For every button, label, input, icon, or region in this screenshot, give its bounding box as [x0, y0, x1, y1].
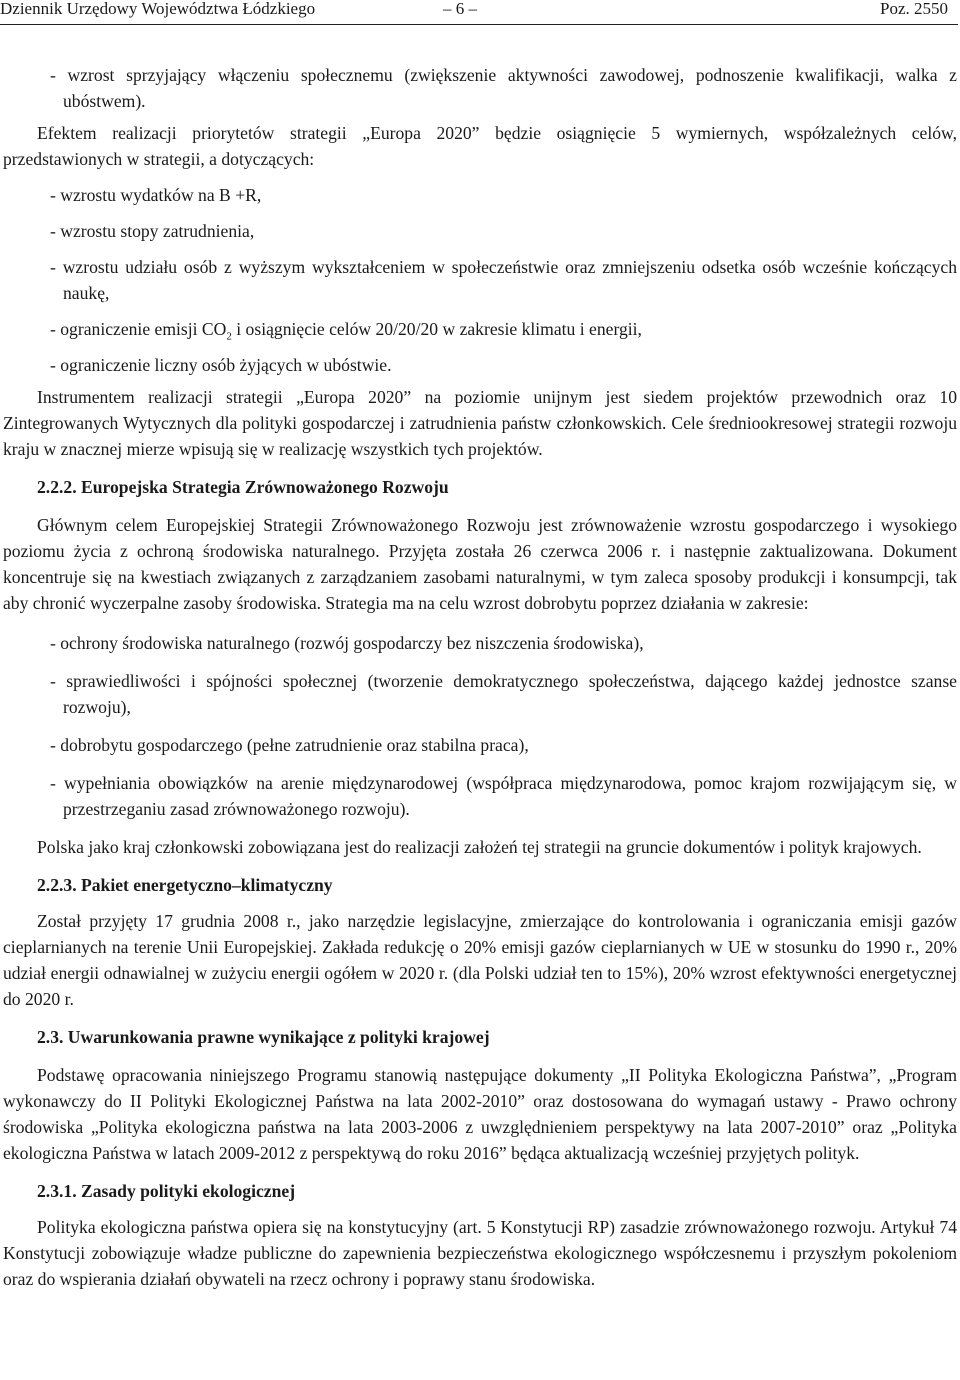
- section-heading: 2.3.1. Zasady polityki ekologicznej: [37, 1181, 296, 1201]
- list-item: - wzrost sprzyjający włączeniu społecznemu (zwiększenie aktywności zawodowej, podnoszenie kwalifikacji, walka z ubóstwem).: [50, 65, 957, 111]
- section-heading: 2.2.3. Pakiet energetyczno–klimatyczny: [37, 875, 333, 895]
- list-item: - dobrobytu gospodarczego (pełne zatrudnienie oraz stabilna praca),: [50, 735, 529, 755]
- list-item: - ochrony środowiska naturalnego (rozwój gospodarczy bez niszczenia środowiska),: [50, 633, 644, 653]
- paragraph: Podstawę opracowania niniejszego Programu stanowią następujące dokumenty „II Polityka Ekologiczna Państwa”, „Program wykonawczy do II Polityki Ekologicznej Państwa na lata 2002-2010” oraz dostosowana do wymagań ustawy - Prawo ochrony środowiska „Polityka ekologiczna państwa na lata 2003-2006 z uwzględnieniem perspektywy na lata 2007-2010” oraz „Polityka ekologiczna Państwa w latach 2009-2012 z perspektywą do roku 2016” będąca aktualizacją wcześniej przyjętych polityk.: [3, 1065, 957, 1163]
- header-rule: [0, 24, 958, 25]
- paragraph: Polska jako kraj członkowski zobowiązana jest do realizacji założeń tej strategii na gruncie dokumentów i polityk krajowych.: [37, 837, 922, 857]
- list-item: - wzrostu udziału osób z wyższym wykształceniem w społeczeństwie oraz zmniejszeniu odsetka osób wcześnie kończących naukę,: [50, 257, 957, 303]
- paragraph: Został przyjęty 17 grudnia 2008 r., jako narzędzie legislacyjne, zmierzające do kontrolowania i ograniczania emisji gazów cieplarnianych na terenie Unii Europejskiej. Zakłada redukcję o 20% emisji gazów cieplarnianych w UE w stosunku do 1990 r., 20% udział energii odnawialnej w zużyciu energii ogółem w 2020 r. (dla Polski udział ten to 15%), 20% wzrost efektywności energetycznej do 2020 r.: [3, 911, 957, 1009]
- section-heading: 2.2.2. Europejska Strategia Zrównoważonego Rozwoju: [37, 477, 449, 497]
- paragraph: Polityka ekologiczna państwa opiera się na konstytucyjny (art. 5 Konstytucji RP) zasadzie zrównoważonego rozwoju. Artykuł 74 Konstytucji zobowiązuje władze publiczne do zapewnienia bezpieczeństwa ekologicznego współczesnemu i przyszłym pokoleniom oraz do wspierania działań obywateli na rzecz ochrony i poprawy stanu środowiska.: [3, 1217, 957, 1289]
- page-number: – 6 –: [443, 0, 477, 18]
- document-body: [3, 62, 957, 1292]
- position-number: Poz. 2550: [880, 0, 948, 18]
- list-item: - wypełniania obowiązków na arenie międzynarodowej (współpraca międzynarodowa, pomoc krajom rozwijającym się, w przestrzeganiu zasad zrównoważonego rozwoju).: [50, 773, 957, 819]
- page-header: [0, 0, 960, 22]
- journal-title: Dziennik Urzędowy Województwa Łódzkiego: [0, 0, 316, 18]
- paragraph: Instrumentem realizacji strategii „Europa 2020” na poziomie unijnym jest siedem projektów przewodnich oraz 10 Zintegrowanych Wytycznych dla polityki gospodarczej i zatrudnienia państw członkowskich. Cele średniookresowej strategii rozwoju kraju w znacznej mierze wpisują się w realizację wszystkich tych projektów.: [3, 387, 957, 459]
- section-heading: 2.3. Uwarunkowania prawne wynikające z polityki krajowej: [37, 1027, 490, 1047]
- list-item: - sprawiedliwości i spójności społecznej (tworzenie demokratycznego społeczeństwa, dającego każdej jednostce szanse rozwoju),: [50, 671, 957, 717]
- list-item: - wzrostu stopy zatrudnienia,: [50, 221, 255, 241]
- list-item: - ograniczenie liczny osób żyjących w ubóstwie.: [50, 355, 392, 375]
- paragraph: Efektem realizacji priorytetów strategii „Europa 2020” będzie osiągnięcie 5 wymiernych, współzależnych celów, przedstawionych w strategii, a dotyczących:: [3, 123, 957, 169]
- list-item-co2: - ograniczenie emisji $CO_2$ i osiągnięcie celów 20/20/20 w zakresie klimatu i energii,: [50, 319, 642, 343]
- list-item: - wzrostu wydatków na B +R,: [50, 185, 262, 205]
- paragraph: Głównym celem Europejskiej Strategii Zrównoważonego Rozwoju jest zrównoważenie wzrostu gospodarczego i wysokiego poziomu życia z ochroną środowiska naturalnego. Przyjęta została 26 czerwca 2006 r. i następnie zaktualizowana. Dokument koncentruje się na kwestiach związanych z zarządzaniem zasobami naturalnymi, w tym zaleca sposoby produkcji i konsumpcji, tak aby chronić wyczerpalne zasoby środowiska. Strategia ma na celu wzrost dobrobytu poprzez działania w zakresie:: [3, 515, 957, 613]
